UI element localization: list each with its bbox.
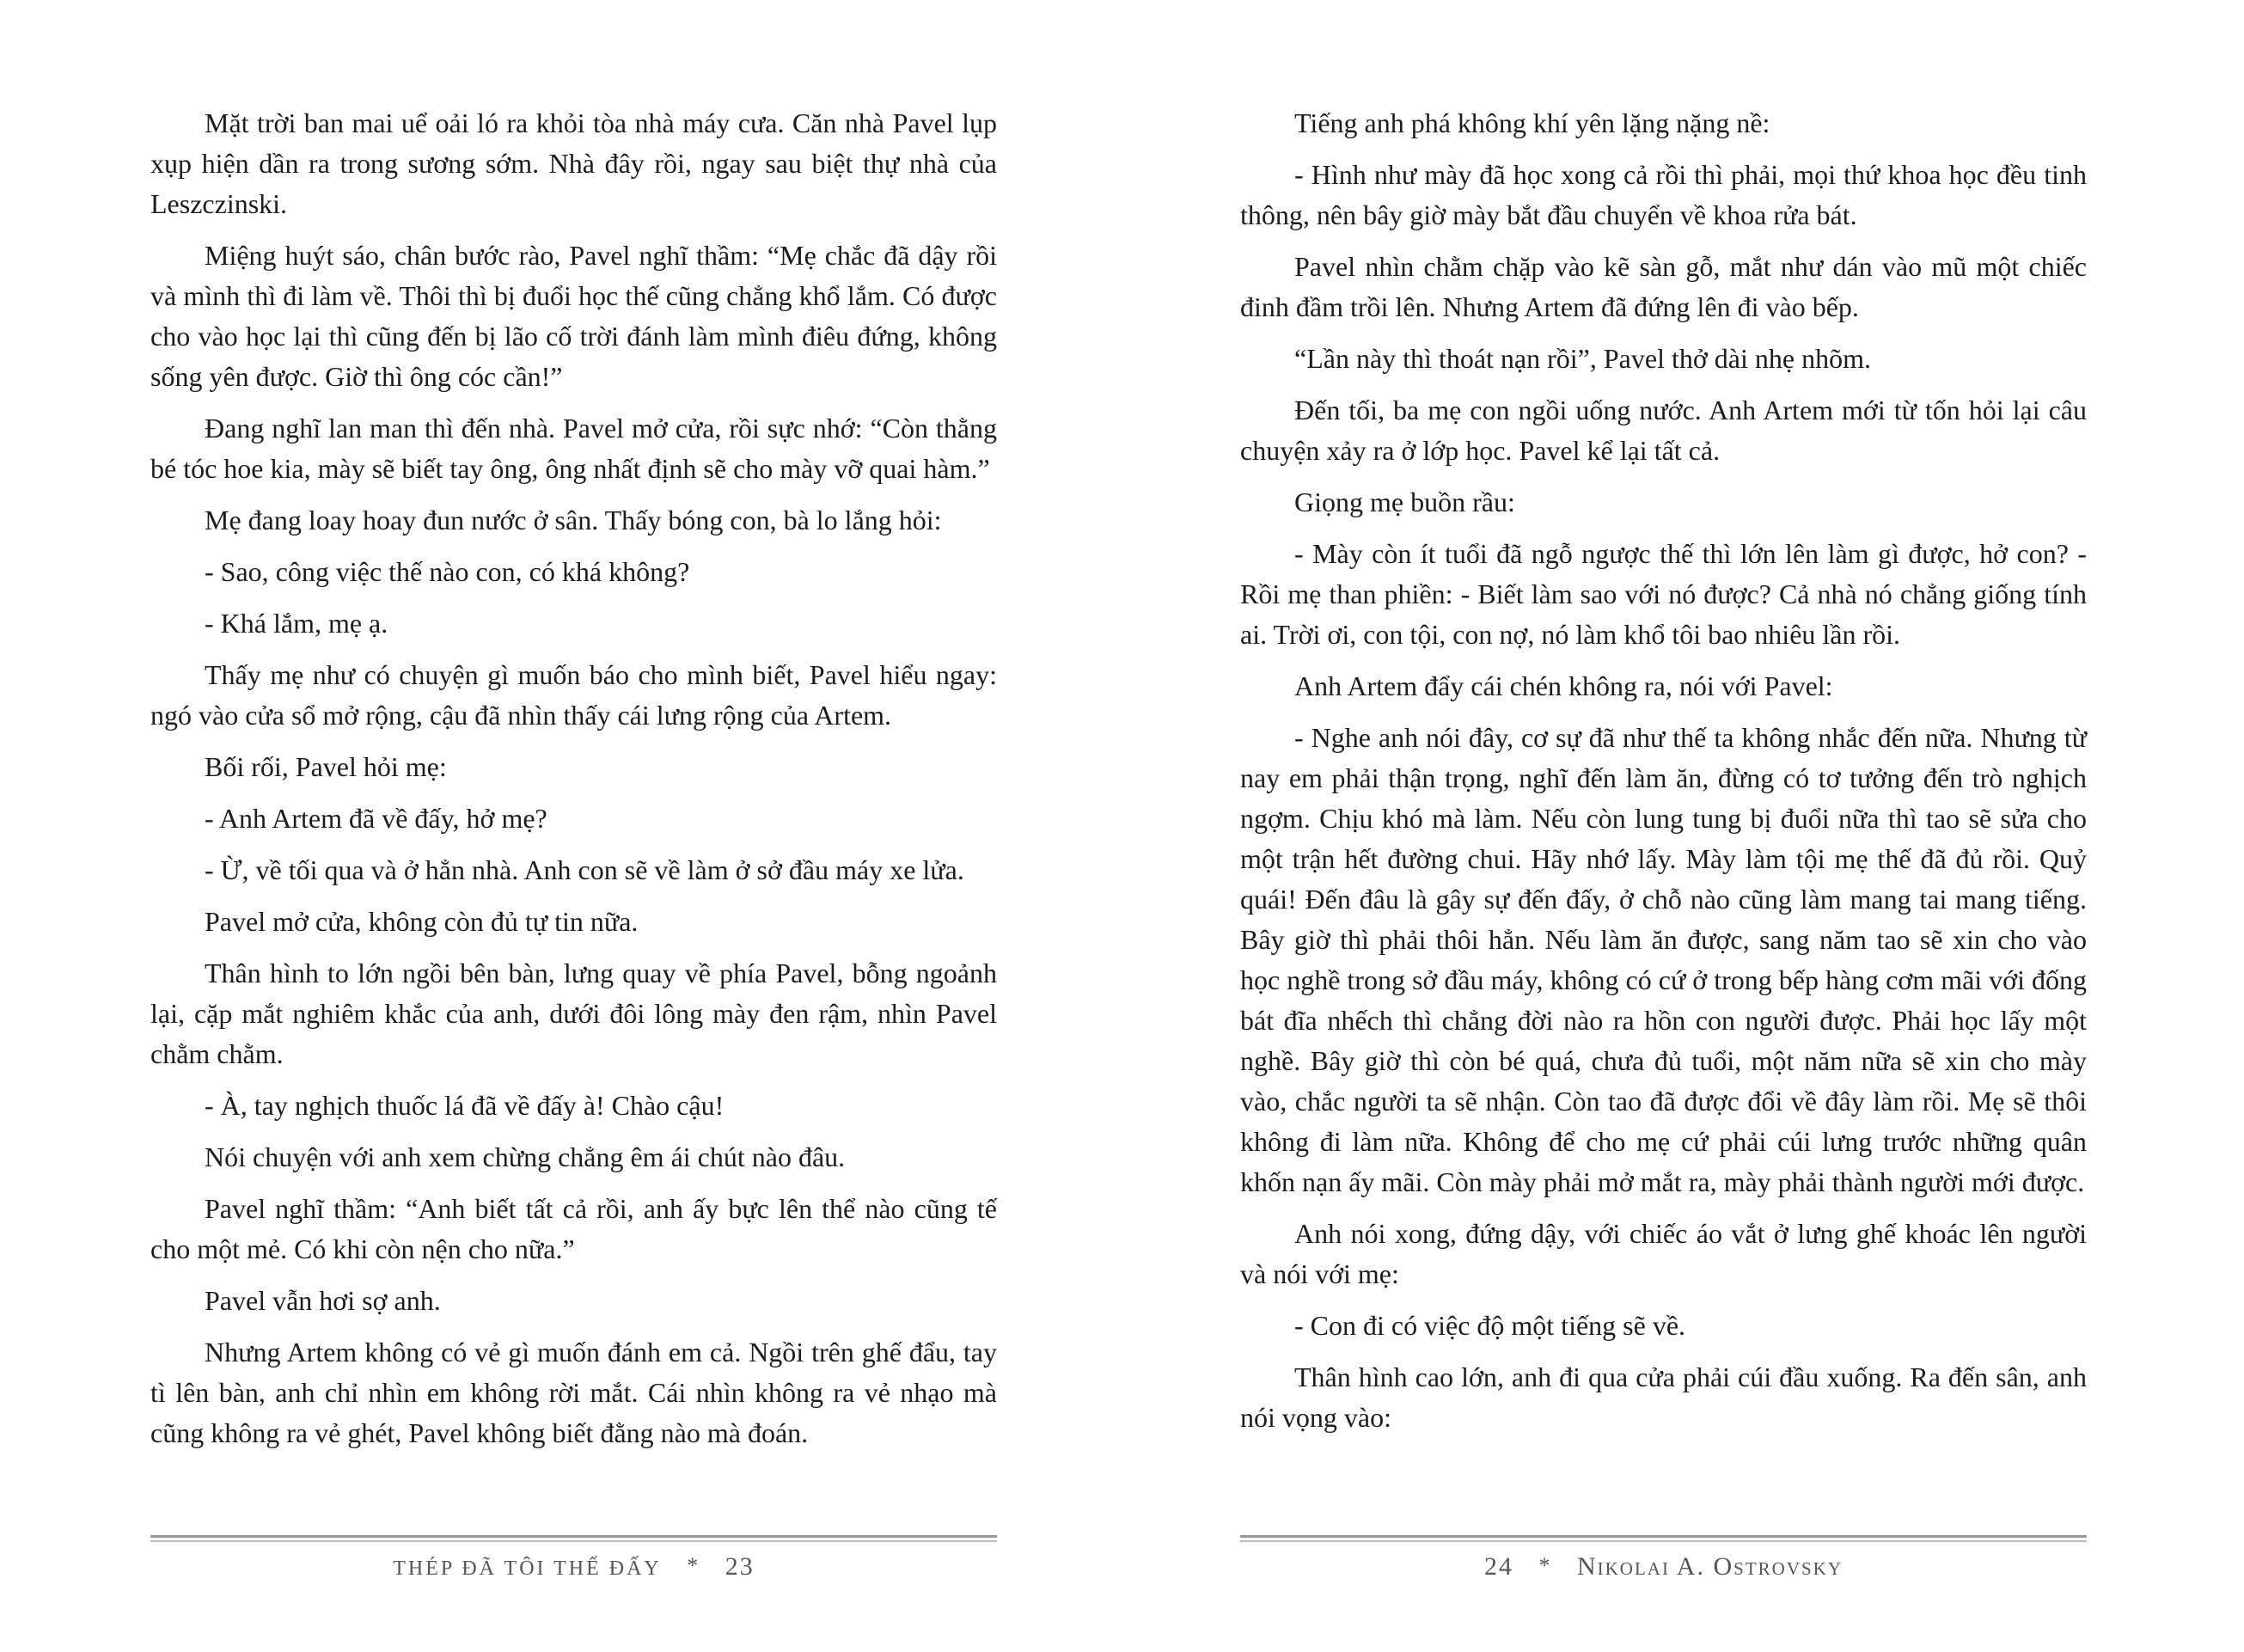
paragraph: Nói chuyện với anh xem chừng chẳng êm ái chút nào đâu. [205,1141,846,1172]
paragraph: Thân hình cao lớn, anh đi qua cửa phải cúi đầu xuống. Ra đến sân, anh nói vọng vào: [1240,1361,2087,1433]
paragraph: - Hình như mày đã học xong cả rồi thì phải, mọi thứ khoa học đều tinh thông, nên bây giờ mày bắt đầu chuyển về khoa rửa bát. [1240,159,2087,230]
paragraph: Tiếng anh phá không khí yên lặng nặng nề: [1294,107,1770,138]
paragraph: - Anh Artem đã về đấy, hở mẹ? [205,803,547,834]
footer-divider [1240,1535,2087,1542]
footer-separator: * [687,1553,700,1578]
left-page-body [150,103,997,1465]
paragraph: - Con đi có việc độ một tiếng sẽ về. [1294,1310,1686,1341]
running-footer [1240,1552,2087,1582]
right-page-body [1240,103,2087,1449]
paragraph: Anh Artem đẩy cái chén không ra, nói với Pavel: [1294,670,1833,701]
footer-divider [150,1535,997,1542]
paragraph: Anh nói xong, đứng dậy, với chiếc áo vắt ở lưng ghế khoác lên người và nói với mẹ: [1240,1218,2087,1289]
paragraph: Mặt trời ban mai uể oải ló ra khỏi tòa nhà máy cưa. Căn nhà Pavel lụp xụp hiện dần ra trong sương sớm. Nhà đây rồi, ngay sau biệt thự nhà của Leszczinski. [150,107,997,219]
paragraph: - Ừ, về tối qua và ở hẳn nhà. Anh con sẽ về làm ở sở đầu máy xe lửa. [205,854,964,885]
paragraph: - Khá lắm, mẹ ạ. [205,608,388,639]
paragraph: Bối rối, Pavel hỏi mẹ: [205,751,447,782]
paragraph: Pavel vẫn hơi sợ anh. [205,1285,441,1316]
right-page [1122,0,2244,1652]
page-number: 24 [1483,1552,1513,1581]
paragraph: - Mày còn ít tuổi đã ngỗ ngược thế thì lớn lên làm gì được, hở con? - Rồi mẹ than phiền: - Biết làm sao với nó được? Cả nhà nó chẳng giống tính ai. Trời ơi, con tội, con nợ, nó làm khổ tôi bao nhiêu lần rồi. [1240,538,2087,650]
page-number: 23 [725,1552,755,1581]
paragraph: Thấy mẹ như có chuyện gì muốn báo cho mình biết, Pavel hiểu ngay: ngó vào cửa sổ mở rộng, cậu đã nhìn thấy cái lưng rộng của Artem. [150,659,997,731]
paragraph: Nhưng Artem không có vẻ gì muốn đánh em cả. Ngồi trên ghế đẩu, tay tì lên bàn, anh chỉ nhìn em không rời mắt. Cái nhìn không ra vẻ nhạo mà cũng không ra vẻ ghét, Pavel không biết đằng nào mà đoán. [150,1337,997,1448]
paragraph: - Sao, công việc thế nào con, có khá không? [205,556,690,587]
footer-author: Nikolai A. Ostrovsky [1576,1552,1843,1581]
paragraph: - À, tay nghịch thuốc lá đã về đấy à! Chào cậu! [205,1090,725,1121]
paragraph: Pavel nhìn chằm chặp vào kẽ sàn gỗ, mắt như dán vào mũ một chiếc đinh đầm trồi lên. Nhưng Artem đã đứng lên đi vào bếp. [1240,251,2087,322]
paragraph: - Nghe anh nói đây, cơ sự đã như thế ta không nhắc đến nữa. Nhưng từ nay em phải thận trọng, nghĩ đến làm ăn, đừng có tơ tưởng đến trò nghịch ngợm. Chịu khó mà làm. Nếu còn lung tung bị đuổi nữa thì tao sẽ sửa cho một trận hết đường chui. Hãy nhớ lấy. Mày làm tội mẹ thế đã đủ rồi. Quỷ quái! Đến đâu là gây sự đến đấy, ở chỗ nào cũng làm mang tai mang tiếng. Bây giờ thì phải thôi hẳn. Nếu làm ăn được, sang năm tao sẽ xin cho vào học nghề trong sở đầu máy, không có cứ ở trong bếp hàng cơm mãi với đống bát đĩa nhếch thì chẳng đời nào ra hồn con người được. Phải học lấy một nghề. Bây giờ thì còn bé quá, chưa đủ tuổi, một năm nữa sẽ xin cho mày vào, chắc người ta sẽ nhận. Còn tao đã được đổi về đây làm rồi. Mẹ sẽ thôi không đi làm nữa. Không để cho mẹ cứ phải cúi lưng trước những quân khốn nạn ấy mãi. Còn mày phải mở mắt ra, mày phải thành người mới được. [1240,722,2087,1197]
footer-separator: * [1538,1553,1552,1578]
running-footer [150,1552,997,1582]
paragraph: Đang nghĩ lan man thì đến nhà. Pavel mở cửa, rồi sực nhớ: “Còn thằng bé tóc hoe kia, mày sẽ biết tay ông, ông nhất định sẽ cho mày vỡ quai hàm.” [150,413,997,484]
paragraph: Pavel nghĩ thầm: “Anh biết tất cả rồi, anh ấy bực lên thể nào cũng tế cho một mẻ. Có khi còn nện cho nữa.” [150,1193,997,1264]
paragraph: Miệng huýt sáo, chân bước rào, Pavel nghĩ thầm: “Mẹ chắc đã dậy rồi và mình thì đi làm về. Thôi thì bị đuổi học thế cũng chẳng khổ lắm. Có được cho vào học lại thì cũng đến bị lão cố trời đánh làm mình điêu đứng, không sống yên được. Giờ thì ông cóc cần!” [150,240,997,392]
paragraph: “Lần này thì thoát nạn rồi”, Pavel thở dài nhẹ nhõm. [1294,343,1871,374]
paragraph: Thân hình to lớn ngồi bên bàn, lưng quay về phía Pavel, bỗng ngoảnh lại, cặp mắt nghiêm khắc của anh, dưới đôi lông mày đen rậm, nhìn Pavel chằm chằm. [150,958,997,1069]
paragraph: Giọng mẹ buồn rầu: [1294,486,1515,517]
paragraph: Đến tối, ba mẹ con ngồi uống nước. Anh Artem mới từ tốn hỏi lại câu chuyện xảy ra ở lớp học. Pavel kể lại tất cả. [1240,395,2087,466]
paragraph: Pavel mở cửa, không còn đủ tự tin nữa. [205,906,639,937]
paragraph: Mẹ đang loay hoay đun nước ở sân. Thấy bóng con, bà lo lắng hỏi: [205,505,942,535]
footer-book-title: THÉP ĐÃ TÔI THẾ ĐẤY [393,1557,662,1580]
